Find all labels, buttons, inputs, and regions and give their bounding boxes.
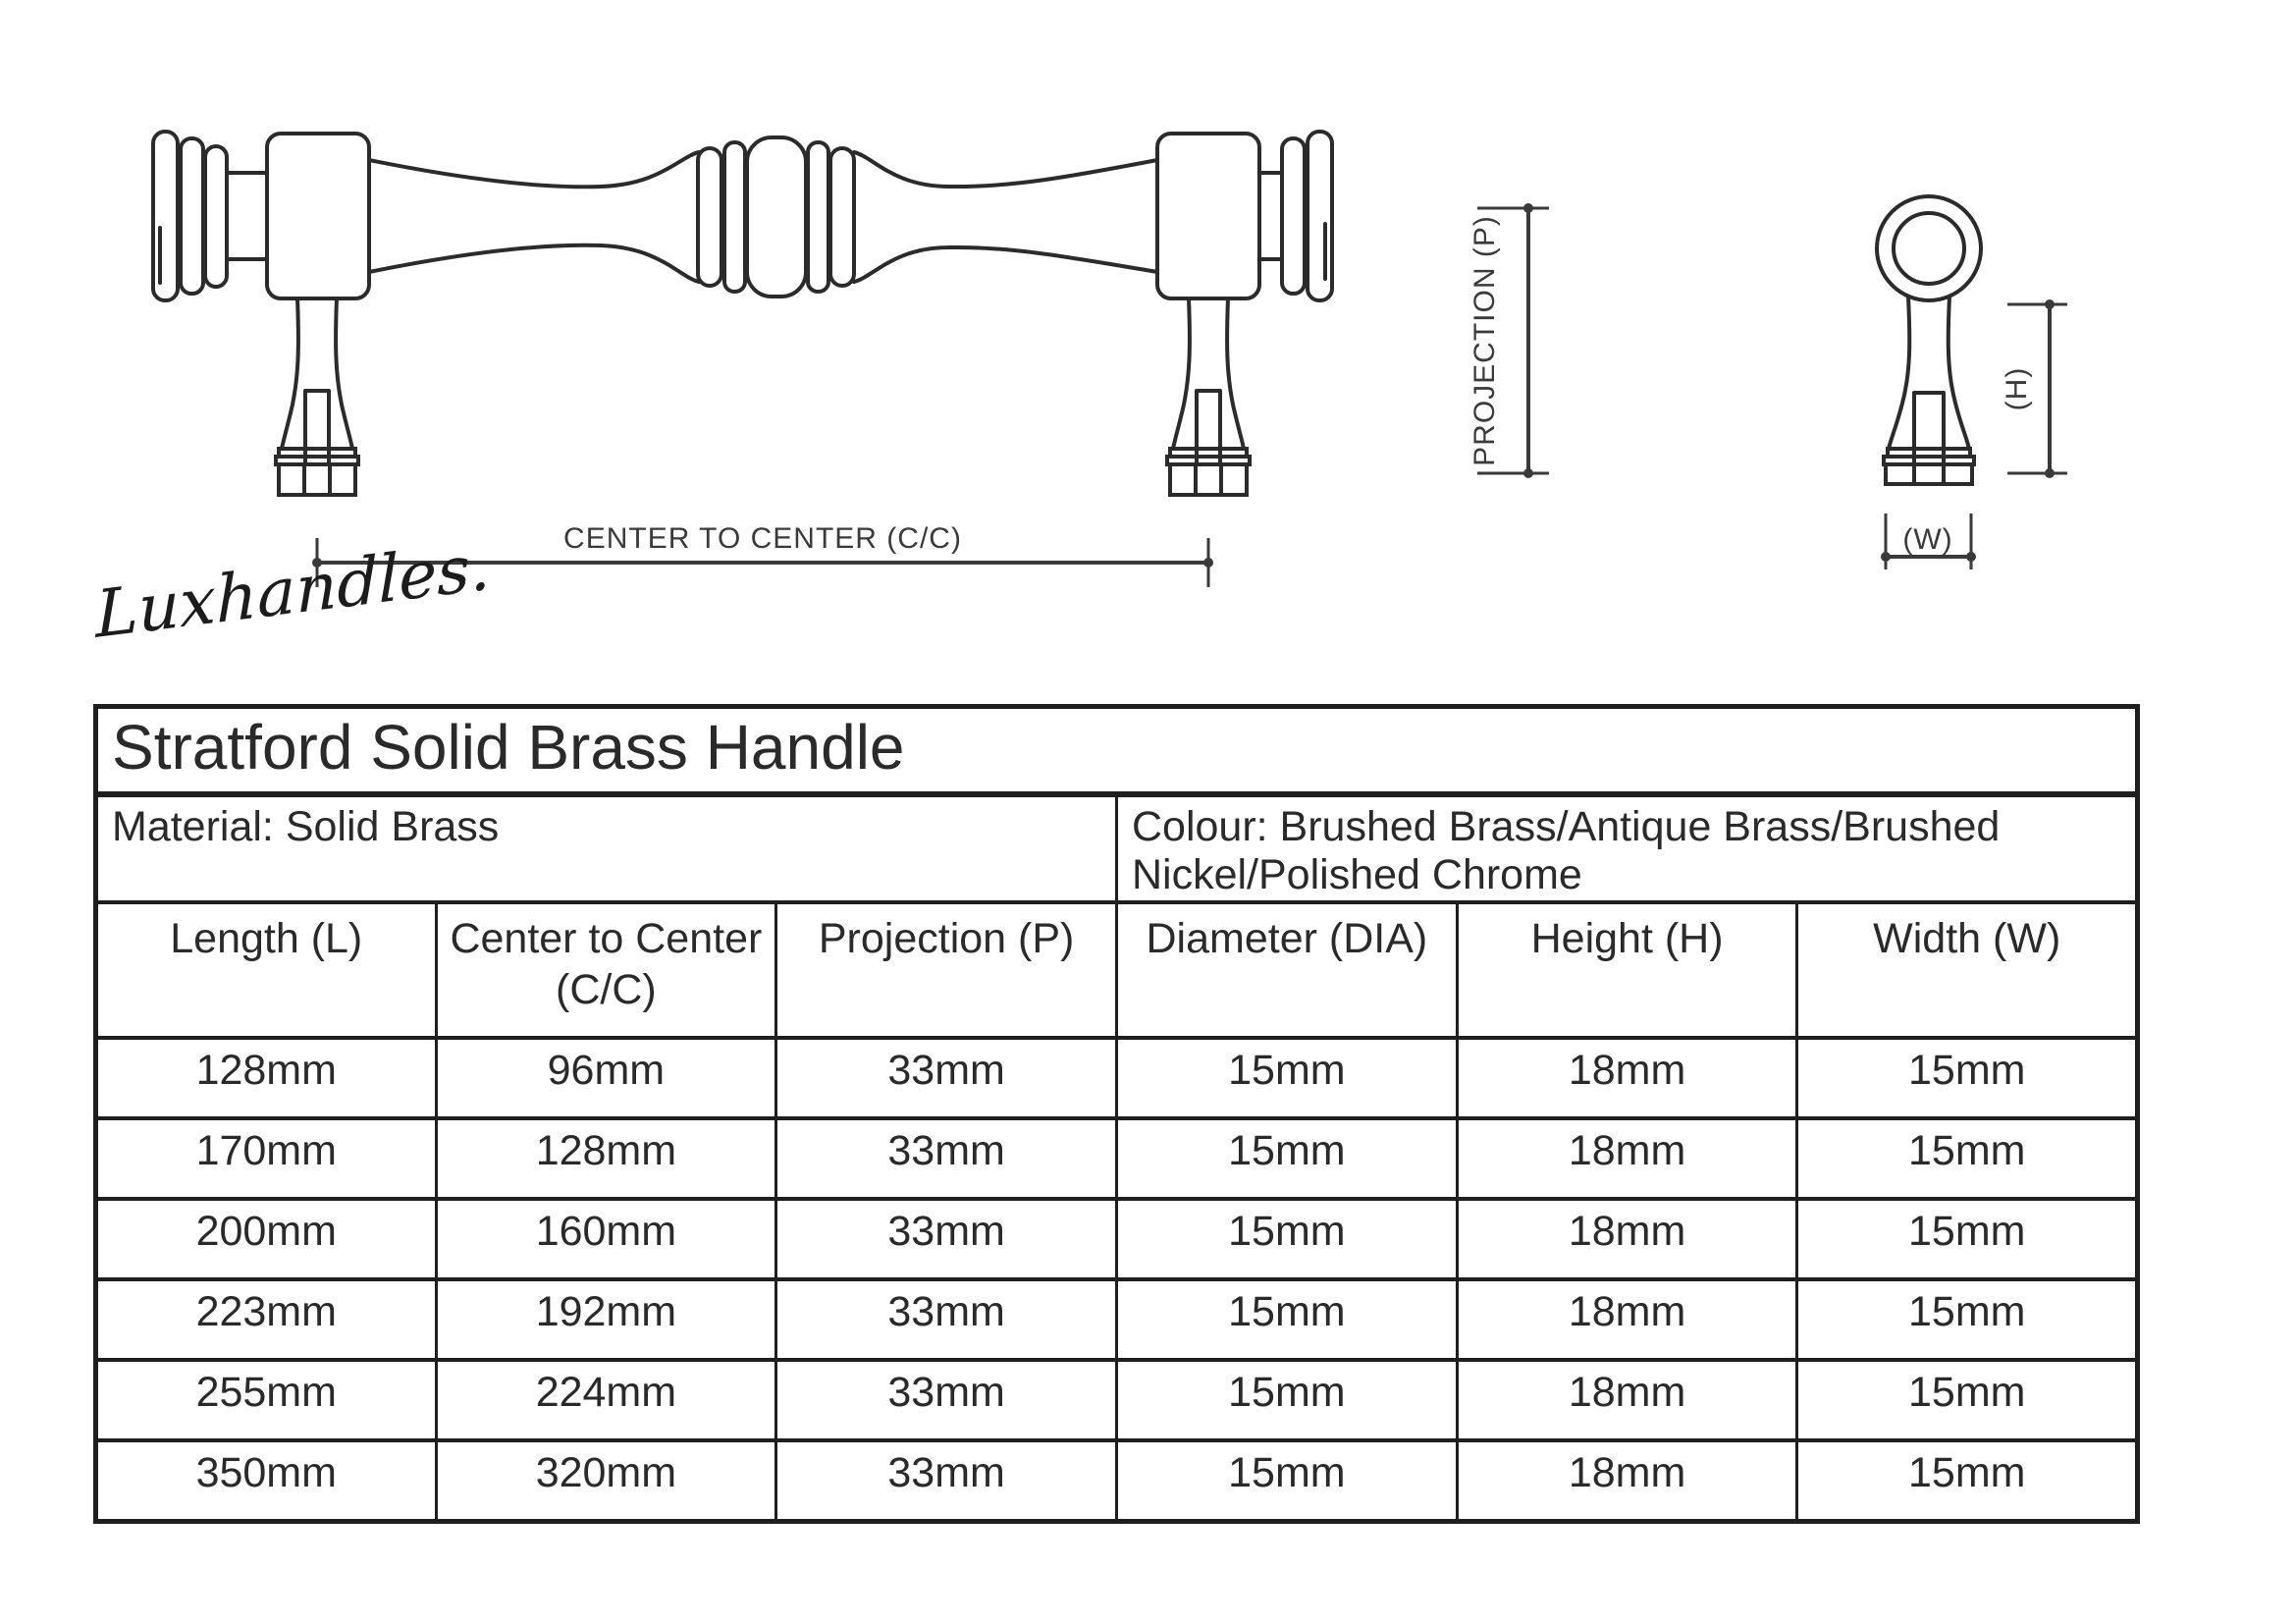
dim-dot xyxy=(1523,203,1533,213)
center-to-center-dim-label: CENTER TO CENTER (C/C) xyxy=(563,522,962,555)
right-post-inner-detail xyxy=(1197,391,1220,463)
center-ring xyxy=(698,148,721,286)
left-cap-ring xyxy=(181,138,203,294)
bar-top-left xyxy=(369,152,699,187)
spec-cell: 18mm xyxy=(1457,1360,1797,1440)
left-cap-ring xyxy=(205,146,227,287)
column-header-diameter: Diameter (DIA) xyxy=(1116,902,1457,1038)
spec-cell: 33mm xyxy=(776,1279,1117,1360)
right-cap-block xyxy=(1157,134,1259,298)
spec-cell: 223mm xyxy=(96,1279,437,1360)
spec-cell: 15mm xyxy=(1797,1118,2138,1199)
right-cap-neck xyxy=(1259,173,1282,259)
handle-side-view xyxy=(153,132,1332,495)
right-post-edge xyxy=(1227,298,1244,449)
bar-top-right xyxy=(854,152,1157,187)
spec-cell: 33mm xyxy=(776,1118,1117,1199)
projection-dim-label: PROJECTION (P) xyxy=(1468,215,1501,466)
spec-cell: 128mm xyxy=(436,1118,776,1199)
spec-cell: 128mm xyxy=(96,1038,437,1118)
spec-cell: 15mm xyxy=(1116,1440,1457,1522)
right-cap-ring xyxy=(1282,138,1305,294)
spec-cell: 15mm xyxy=(1116,1360,1457,1440)
meta-row xyxy=(96,794,2138,902)
spec-cell: 15mm xyxy=(1797,1199,2138,1279)
title-row xyxy=(96,707,2138,795)
spec-cell: 15mm xyxy=(1797,1440,2138,1522)
spec-cell: 255mm xyxy=(96,1360,437,1440)
table-row xyxy=(96,1038,2138,1118)
spec-cell: 15mm xyxy=(1116,1199,1457,1279)
spec-cell: 170mm xyxy=(96,1118,437,1199)
column-header-cc: Center to Center (C/C) xyxy=(436,902,776,1038)
height-dim-label: (H) xyxy=(2001,366,2033,411)
end-view-stem-edge xyxy=(1889,297,1909,449)
center-ring xyxy=(808,142,828,292)
spec-cell: 33mm xyxy=(776,1360,1117,1440)
luxhandles-signature: Luxhandles. xyxy=(94,528,492,653)
spec-cell: 33mm xyxy=(776,1038,1117,1118)
material-cell: Material: Solid Brass xyxy=(96,794,1117,902)
spec-cell: 18mm xyxy=(1457,1118,1797,1199)
left-post-edge xyxy=(336,298,352,449)
spec-cell: 160mm xyxy=(436,1199,776,1279)
bar-bottom-left xyxy=(369,245,699,282)
spec-cell: 15mm xyxy=(1797,1038,2138,1118)
spec-cell: 18mm xyxy=(1457,1440,1797,1522)
spec-cell: 15mm xyxy=(1797,1279,2138,1360)
spec-table xyxy=(93,704,2140,1524)
spec-cell: 15mm xyxy=(1797,1360,2138,1440)
header-row xyxy=(96,902,2138,1038)
end-view-stem-edge xyxy=(1949,297,1969,449)
spec-cell: 18mm xyxy=(1457,1199,1797,1279)
left-post-inner-detail xyxy=(305,391,329,463)
table-row xyxy=(96,1279,2138,1360)
right-post-edge xyxy=(1173,298,1190,449)
end-view-foot-lines xyxy=(1914,464,1944,484)
spec-cell: 350mm xyxy=(96,1440,437,1522)
left-post-edge xyxy=(282,298,298,449)
center-ring xyxy=(830,148,854,286)
bar-bottom-right xyxy=(854,247,1157,282)
right-post-foot-lines xyxy=(1196,464,1221,495)
left-cap-neck xyxy=(227,173,267,259)
table-row xyxy=(96,1360,2138,1440)
spec-cell: 224mm xyxy=(436,1360,776,1440)
spec-cell: 33mm xyxy=(776,1440,1117,1522)
spec-cell: 15mm xyxy=(1116,1279,1457,1360)
dim-dot xyxy=(2045,468,2055,478)
column-header-length: Length (L) xyxy=(96,902,437,1038)
spec-cell: 15mm xyxy=(1116,1118,1457,1199)
spec-cell: 192mm xyxy=(436,1279,776,1360)
spec-cell: 15mm xyxy=(1116,1038,1457,1118)
dim-dot xyxy=(2045,299,2055,309)
table-row xyxy=(96,1199,2138,1279)
spec-cell: 320mm xyxy=(436,1440,776,1522)
column-header-width: Width (W) xyxy=(1797,902,2138,1038)
spec-cell: 18mm xyxy=(1457,1279,1797,1360)
center-barrel xyxy=(747,137,806,297)
width-dim-label: (W) xyxy=(1902,523,1953,556)
table-row xyxy=(96,1118,2138,1199)
column-header-height: Height (H) xyxy=(1457,902,1797,1038)
right-cap-outer-ring xyxy=(1308,132,1332,300)
dim-dot xyxy=(1203,558,1213,568)
left-cap-outer-ring xyxy=(153,132,178,300)
spec-table-body xyxy=(96,1038,2138,1522)
right-post-foot xyxy=(1170,464,1247,495)
left-post-foot xyxy=(279,464,355,495)
left-post-foot-lines xyxy=(304,464,330,495)
spec-cell: 200mm xyxy=(96,1199,437,1279)
spec-cell: 96mm xyxy=(436,1038,776,1118)
end-view-inner-circle xyxy=(1894,213,1964,284)
column-header-projection: Projection (P) xyxy=(776,902,1117,1038)
center-ring xyxy=(724,142,745,292)
dim-dot xyxy=(1881,552,1891,562)
colour-cell: Colour: Brushed Brass/Antique Brass/Brushed Nickel/Polished Chrome xyxy=(1116,794,2137,902)
handle-end-view xyxy=(1877,196,1981,484)
end-view-foot xyxy=(1886,464,1972,484)
left-cap-block xyxy=(267,134,369,298)
spec-cell: 18mm xyxy=(1457,1038,1797,1118)
dim-dot xyxy=(1523,468,1533,478)
table-row xyxy=(96,1440,2138,1522)
product-title: Stratford Solid Brass Handle xyxy=(96,707,2138,795)
spec-cell: 33mm xyxy=(776,1199,1117,1279)
end-view-inner-detail xyxy=(1914,393,1944,464)
dim-dot xyxy=(1966,552,1976,562)
